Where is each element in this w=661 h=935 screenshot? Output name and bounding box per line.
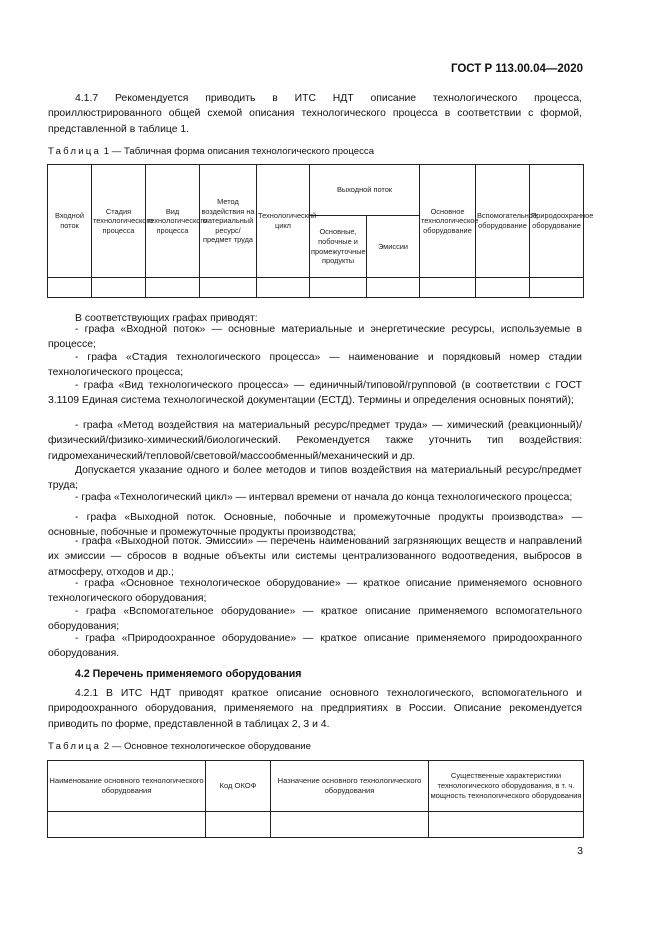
col-env-equipment: Природоохранное оборудование [530, 165, 584, 278]
table2-caption-text: 2 — Основное технологическое оборудование [103, 741, 311, 752]
intro-paragraph: 4.1.7 Рекомендуется приводить в ИТС НДТ описание технологического процесса, проиллюстрированного общей схемой описания технологического процесса в соответствии с формой, представленной в таблице 1. [48, 93, 582, 135]
section-title: 4.2 Перечень применяемого оборудования [75, 668, 302, 680]
list-item: - графа «Выходной поток. Эмиссии» — перечень наименований загрязняющих веществ и направлений их эмиссии — сбросов в водные объекты или системы централизованного водоотведения, выбросов в атмосферу, отходов и др.; [48, 536, 582, 578]
table-row [48, 278, 584, 298]
list-item: Допускается указание одного и более методов и типов воздействия на материальный ресурс/предмет труда; [48, 465, 582, 492]
col-method: Метод воздействия на материальный ресурс/предмет труда [200, 165, 257, 278]
equipment-table [47, 760, 584, 838]
col-main-equipment: Основное технологическое оборудование [420, 165, 476, 278]
list-item: - графа «Технологический цикл» — интервал времени от начала до конца технологического процесса; [75, 492, 573, 503]
list-item: - графа «Природоохранное оборудование» — краткое описание применяемого природоохранного оборудования. [48, 633, 582, 660]
table1-caption [48, 146, 374, 157]
table2-caption-label: Таблица [48, 741, 102, 752]
list-item: - графа «Стадия технологического процесса» — наименование и порядковый номер стадии технологического процесса; [48, 352, 582, 379]
col-process-type: Вид технологического процесса [146, 165, 200, 278]
list-item: - графа «Выходной поток. Основные, побочные и промежуточные продукты производства» — основные, побочные и промежуточные продукты производства; [48, 512, 582, 539]
table1-caption-label: Таблица [48, 146, 102, 157]
process-table [47, 164, 594, 298]
table1-caption-text: 1 — Табличная форма описания технологического процесса [103, 146, 375, 157]
list-item: - графа «Вспомогательное оборудование» — краткое описание применяемого вспомогательного оборудования; [48, 606, 582, 633]
col-equipment-name: Наименование основного технологического оборудования [48, 761, 206, 812]
col-aux-equipment: Вспомогательное оборудование [476, 165, 530, 278]
col-output-emissions: Эмиссии [367, 216, 420, 278]
col-okof-code: Код ОКОФ [206, 761, 271, 812]
col-cycle: Технологический цикл [257, 165, 310, 278]
col-output-products: Основные, побочные и промежуточные продукты [310, 216, 367, 278]
col-equipment-purpose: Назначение основного технологического оборудования [271, 761, 429, 812]
document-code: ГОСТ Р 113.00.04—2020 [450, 63, 583, 75]
list-item: - графа «Метод воздействия на материальный ресурс/предмет труда» — химический (реакционный)/физический/физико-химический/биологический. Рекомендуется также уточнить тип воздействия: гидромеханический/тепловой/световой/массообменный/механический и др. [48, 420, 582, 462]
col-equipment-specs: Существенные характеристики технологического оборудования, в т. ч. мощность технологического оборудования [429, 761, 584, 812]
table2-caption [48, 741, 311, 752]
table-row [48, 812, 584, 838]
list-item: - графа «Основное технологическое оборудование» — краткое описание применяемого основного технологического оборудования; [48, 578, 582, 605]
list-intro: В соответствующих графах приводят: [75, 313, 258, 324]
list-item: - графа «Входной поток» — основные материальные и энергетические ресурсы, используемые в процессе; [48, 324, 582, 351]
list-item: - графа «Вид технологического процесса» — единичный/типовой/групповой (в соответствии с ГОСТ 3.1109 Единая система технологической документации (ЕСТД). Термины и определения основных понятий); [48, 380, 582, 407]
col-process-stage: Стадия технологического процесса [92, 165, 146, 278]
section-paragraph: 4.2.1 В ИТС НДТ приводят краткое описание основного технологического, вспомогательного и природоохранного оборудования, применяемого на предприятиях в России. Описание рекомендуется приводить по форме, представленной в таблицах 2, 3 и 4. [48, 688, 582, 730]
col-output-flow: Выходной поток [310, 165, 420, 216]
page-number: 3 [577, 845, 583, 857]
col-input-flow: Входной поток [48, 165, 92, 278]
